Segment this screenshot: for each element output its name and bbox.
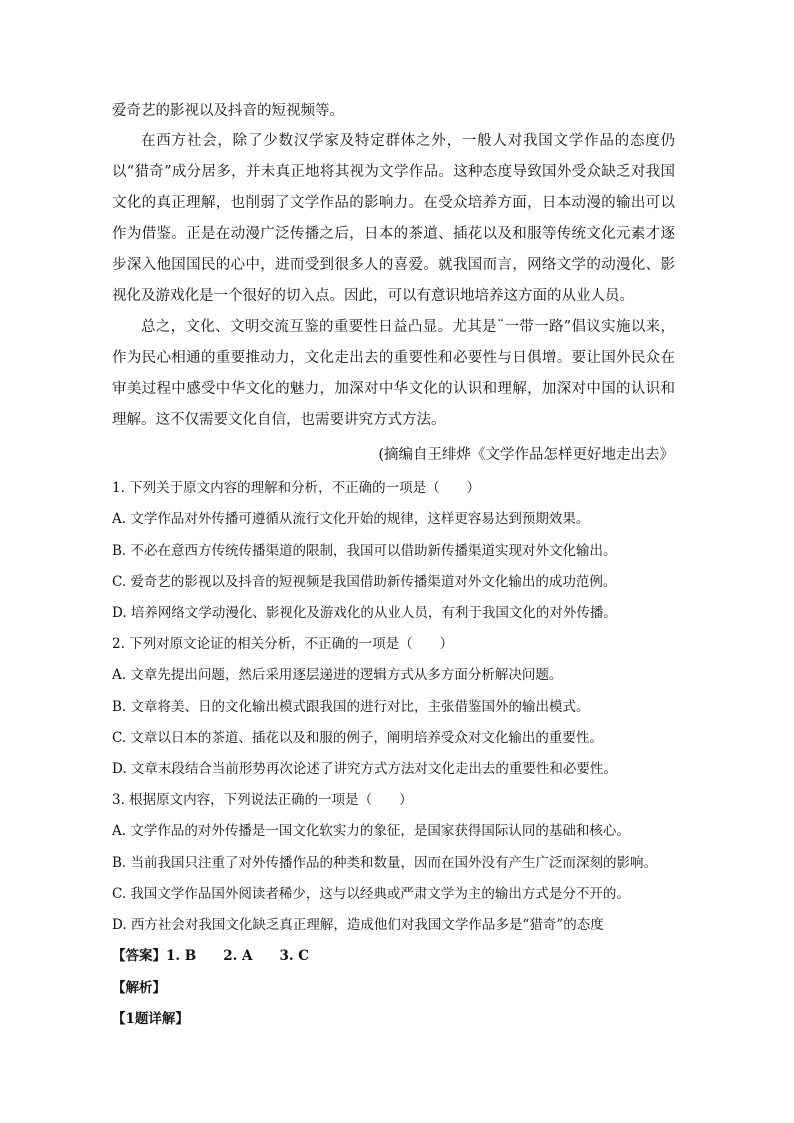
question-2-option-b: B. 文章将美、日的文化输出模式跟我国的进行对比，主张借鉴国外的输出模式。 bbox=[112, 699, 590, 715]
question-2-option-c: C. 文章以日本的茶道、插花以及和服的例子，阐明培养受众对文化输出的重要性。 bbox=[112, 730, 603, 746]
question-1-option-b: B. 不必在意西方传统传播渠道的限制，我国可以借助新传播渠道实现对外文化输出。 bbox=[112, 543, 617, 559]
detail-label: 【1题详解】 bbox=[112, 1011, 189, 1027]
question-1-stem: 1. 下列关于原文内容的理解和分析，不正确的一项是（ ） bbox=[112, 480, 481, 496]
analysis-label: 【解析】 bbox=[112, 980, 166, 996]
question-1-option-d: D. 培养网络文学动漫化、影视化及游戏化的从业人员，有利于我国文化的对外传播。 bbox=[112, 605, 617, 621]
question-3-option-a: A. 文学作品的对外传播是一国文化软实力的象征，是国家获得国际认同的基础和核心。 bbox=[112, 823, 630, 839]
question-2-option-a: A. 文章先提出问题，然后采用逐层递进的逻辑方式从多方面分析解决问题。 bbox=[112, 667, 563, 683]
question-3-option-b: B. 当前我国只注重了对外传播作品的种类和数量，因而在国外没有产生广泛而深刻的影响。 bbox=[112, 855, 658, 871]
question-3-option-d: D. 西方社会对我国文化缺乏真正理解，造成他们对我国文学作品多是“猎奇”的态度 bbox=[112, 917, 604, 933]
question-1-option-a: A. 文学作品对外传播可遵循从流行文化开始的规律，这样更容易达到预期效果。 bbox=[112, 511, 590, 527]
question-2-option-d: D. 文章末段结合当前形势再次论述了讲究方式方法对文化走出去的重要性和必要性。 bbox=[112, 761, 617, 777]
continued-line: 爱奇艺的影视以及抖音的短视频等。 bbox=[112, 103, 344, 119]
question-3-option-c: C. 我国文学作品国外阅读者稀少，这与以经典或严肃文学为主的输出方式是分不开的。 bbox=[112, 886, 630, 902]
answer-line: 【答案】1. B 2. A 3. C bbox=[112, 948, 310, 964]
question-1-option-c: C. 爱奇艺的影视以及抖音的短视频是我国借助新传播渠道对外文化输出的成功范例。 bbox=[112, 574, 617, 590]
paragraph-1: 在西方社会，除了少数汉学家及特定群体之外，一般人对我国文学作品的态度仍以“猎奇”成分居多，并未真正地将其视为文学作品。这种态度导致国外受众缺乏对我国文化的真正理解，也削弱了文学作品的影响力。在受众培养方面，日本动漫的输出可以作为借鉴。正是在动漫广泛传播之后，日本的茶道、插花以及和服等传统文化元素才逐步深入他国国民的心中，进而受到很多人的喜爱。就我国而言，网络文学的动漫化、影视化及游戏化是一个很好的切入点。因此，可以有意识地培养这方面的从业人员。 bbox=[112, 133, 675, 304]
question-3-stem: 3. 根据原文内容，下列说法正确的一项是（ ） bbox=[112, 792, 413, 808]
paragraph-2: 总之，文化、文明交流互鉴的重要性日益凸显。尤其是¨一带一路”倡议实施以来，作为民心相通的重要推动力，文化走出去的重要性和必要性与日俱增。要让国外民众在审美过程中感受中华文化的魅力，加深对中华文化的认识和理解，加深对中国的认识和理解。这不仅需要文化自信，也需要讲究方式方法。 bbox=[112, 319, 675, 428]
source-citation: (摘编自王绯烨《文学作品怎样更好地走出去》 bbox=[378, 447, 674, 463]
question-2-stem: 2. 下列对原文论证的相关分析，不正确的一项是（ ） bbox=[112, 636, 454, 652]
